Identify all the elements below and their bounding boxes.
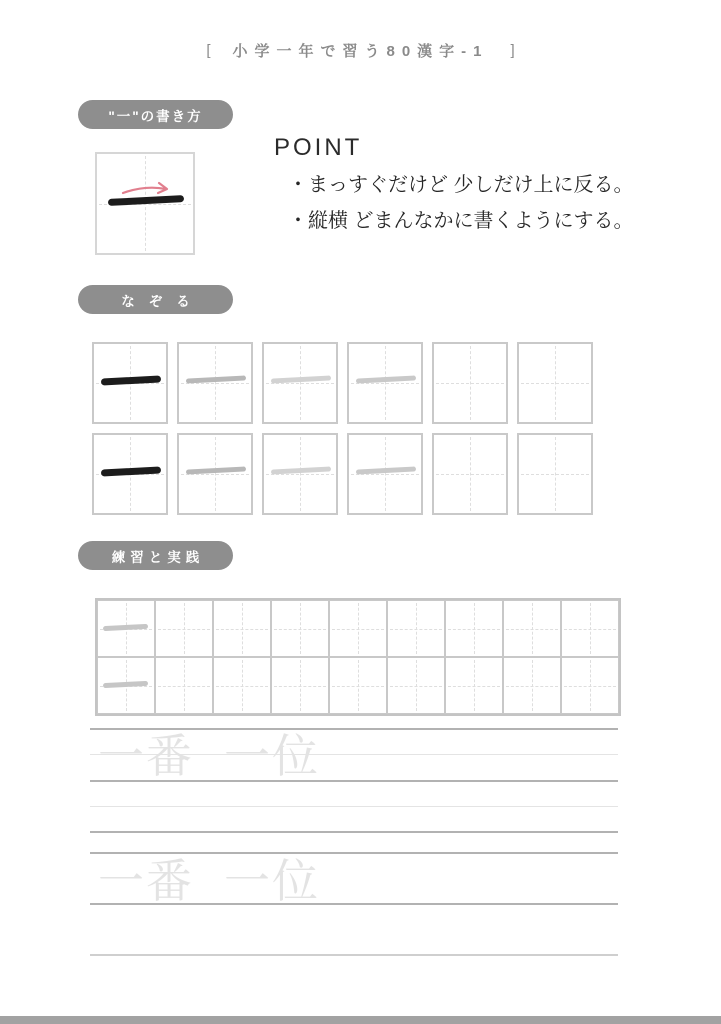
trace-row-1 xyxy=(92,342,602,424)
header-bracket-right: ] xyxy=(510,42,515,59)
trace-row-2 xyxy=(92,433,602,515)
kanji-model-card xyxy=(95,152,195,255)
practice-cell xyxy=(503,657,561,714)
ruled-line-dark xyxy=(90,831,618,833)
guideline-horizontal xyxy=(521,474,589,475)
trace-stroke-dark xyxy=(101,375,161,385)
guideline-horizontal xyxy=(158,686,210,687)
trace-cell xyxy=(92,433,168,515)
point-tip-1: ・まっすぐだけど 少しだけ上に反る。 xyxy=(288,174,634,196)
ruled-line-light xyxy=(90,806,618,807)
section-badge-how-to-write: "一"の書き方 xyxy=(78,100,233,129)
guideline-horizontal xyxy=(274,686,326,687)
guideline-horizontal xyxy=(216,629,268,630)
guideline-horizontal xyxy=(564,629,616,630)
guideline-horizontal xyxy=(390,686,442,687)
trace-cell-empty xyxy=(517,433,593,515)
practice-cell xyxy=(329,657,387,714)
practice-cell xyxy=(561,657,619,714)
guide-word: 一位 xyxy=(224,730,320,782)
guideline-horizontal xyxy=(521,383,589,384)
practice-cell xyxy=(329,600,387,657)
practice-cell xyxy=(97,600,155,657)
trace-cell-empty xyxy=(432,433,508,515)
trace-cell-empty xyxy=(432,342,508,424)
trace-cell xyxy=(177,342,253,424)
trace-stroke-dark xyxy=(101,466,161,476)
page-title: 小学一年で習う80漢字-1 xyxy=(232,43,489,60)
practice-cell xyxy=(503,600,561,657)
practice-cell xyxy=(387,657,445,714)
guide-words-row-2 xyxy=(98,855,320,907)
section-badge-practice: 練習と実践 xyxy=(78,541,233,570)
trace-cell xyxy=(262,342,338,424)
guideline-horizontal xyxy=(158,629,210,630)
stroke-direction-arrow-icon xyxy=(121,180,173,198)
guideline-horizontal xyxy=(448,686,500,687)
guideline-horizontal xyxy=(332,629,384,630)
guideline-horizontal xyxy=(448,629,500,630)
trace-cell xyxy=(347,433,423,515)
section-badge-trace: なぞる xyxy=(78,285,233,314)
guideline-horizontal xyxy=(390,629,442,630)
page-header xyxy=(0,40,721,61)
trace-cell xyxy=(177,433,253,515)
trace-cell xyxy=(347,342,423,424)
practice-grid xyxy=(95,598,621,716)
guideline-horizontal xyxy=(506,629,558,630)
header-bracket-left: [ xyxy=(206,42,211,59)
guide-word: 一位 xyxy=(224,855,320,907)
guide-words-row-1 xyxy=(98,730,320,782)
practice-cell xyxy=(445,657,503,714)
guideline-horizontal xyxy=(436,474,504,475)
guideline-horizontal xyxy=(564,686,616,687)
practice-cell xyxy=(387,600,445,657)
point-heading: POINT xyxy=(274,134,363,161)
guideline-horizontal xyxy=(216,686,268,687)
guideline-horizontal xyxy=(274,629,326,630)
guide-word: 一番 xyxy=(98,730,194,782)
practice-cell xyxy=(155,657,213,714)
ruled-line-dark xyxy=(90,852,618,854)
trace-cell xyxy=(262,433,338,515)
guide-word: 一番 xyxy=(98,855,194,907)
practice-cell xyxy=(271,600,329,657)
trace-cell-empty xyxy=(517,342,593,424)
practice-cell xyxy=(271,657,329,714)
point-tip-2: ・縦横 どまんなかに書くようにする。 xyxy=(288,210,634,232)
trace-cell xyxy=(92,342,168,424)
guideline-horizontal xyxy=(332,686,384,687)
practice-cell xyxy=(213,600,271,657)
practice-cell xyxy=(445,600,503,657)
practice-cell xyxy=(155,600,213,657)
guideline-horizontal xyxy=(436,383,504,384)
practice-cell xyxy=(561,600,619,657)
ruled-line-medium xyxy=(90,954,618,956)
page-bottom-edge xyxy=(0,1016,721,1024)
practice-cell xyxy=(97,657,155,714)
practice-cell xyxy=(213,657,271,714)
guideline-horizontal xyxy=(506,686,558,687)
